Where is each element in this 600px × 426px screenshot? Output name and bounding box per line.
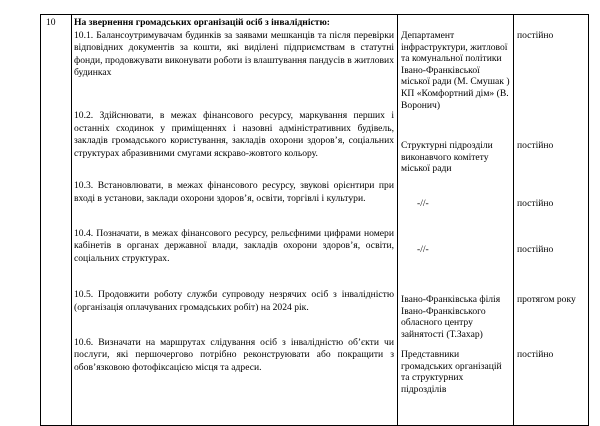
measure-item: 10.6. Визначати на маршрутах слідування осіб з інвалідністю об’єкти чи послуги, які першочергово потрібно реконструювати або покращити з обов’язковою фотофіксацією місця та адреси.: [74, 336, 394, 373]
executor-ditto: -//-: [417, 198, 429, 209]
table-row: [41, 15, 589, 426]
measure-item: 10.5. Продовжити роботу служби супроводу незрячих осіб з інвалідністю (організація оплачуваних громадських робіт) на 2024 рік.: [74, 289, 394, 313]
executor-text: Департамент інфраструктури, житлової та комунальної політики Івано-Франківської міської ради (М. Смушак ) КП «Комфортний дім» (В. Воронич): [401, 30, 510, 111]
term-text: постійно: [517, 198, 554, 209]
measures-table: [40, 14, 589, 426]
term-text: постійно: [517, 244, 554, 255]
measure-item: 10.3. Встановлювати, в межах фінансового ресурсу, звукові орієнтири при вході в установи, заклади охорони здоров’я, освіти, торгівлі і культури.: [74, 180, 394, 204]
executor-ditto: -//-: [417, 244, 429, 255]
terms-cell: [514, 15, 589, 426]
measure-item: 10.2. Здійснювати, в межах фінансового ресурсу, маркування перших і останніх сходинок у приміщеннях і назовні адміністративних будівель, закладів громадського користування, закладів охорони здоров’я, соціальних структурах абразивними смугами яскраво-жовтого кольору.: [74, 109, 394, 159]
section-heading: На звернення громадських організацій осіб з інвалідністю:: [74, 17, 330, 28]
measures-cell: [72, 15, 398, 426]
executor-text: Івано-Франківська філія Івано-Франківського обласного центру зайнятості (Т.Захар): [401, 294, 501, 340]
term-text: постійно: [517, 140, 554, 151]
term-text: постійно: [517, 349, 554, 360]
executor-text: Представники громадських організацій та структурних підрозділів: [401, 349, 502, 395]
term-text: протягом року: [517, 294, 576, 305]
row-number: 10: [41, 15, 72, 426]
term-text: постійно: [517, 30, 554, 41]
executor-text: Структурні підрозділи виконавчого комітету міської ради: [401, 140, 493, 175]
measure-item: 10.1. Балансоутримувачам будинків за заявами мешканців та після перевірки відповідних документів за кошти, які виділені підприємствам в статутні фонди, продовжувати виконувати роботи із влаштування пандусів в житлових будинках: [74, 29, 394, 79]
measure-item: 10.4. Позначати, в межах фінансового ресурсу, рельєфними цифрами номери кабінетів в органах державної влади, закладів охорони здоров’я, освіти, соціальних структурах.: [74, 227, 394, 264]
executors-cell: [398, 15, 514, 426]
